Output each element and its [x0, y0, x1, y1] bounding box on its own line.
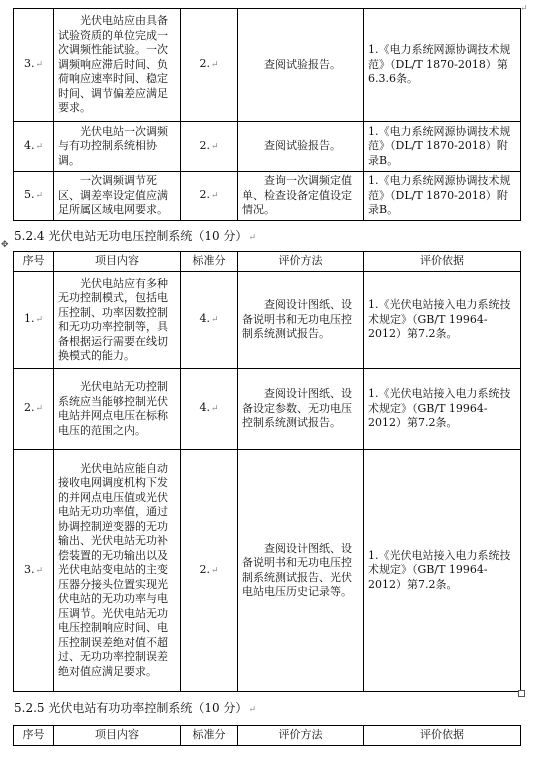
table-row: 1.↵ 光伏电站应有多种无功控制模式，包括电压控制、功率因数控制和无功功率控制等，具备根据运行需要在线切换模式的能力。 4.↵ 查阅设计图纸、设备说明书和无功电压控制系统测试报告。 1.《光伏电站接入电力系统技术规定》（GB/T 19964-2012）第7.2条。	[14, 272, 521, 369]
table-row: 2.↵ 光伏电站无功控制系统应当能够控制光伏电站并网点电压在标称电压的范围之内。 4.↵ 查阅设计图纸、设备设定参数、无功电压控制系统测试报告。 1.《光伏电站接入电力系统技术规定》（GB/T 19964-2012）第7.2条。	[14, 369, 521, 450]
row-number: 5.	[23, 188, 35, 202]
item-content: 光伏电站应能自动接收电网调度机构下发的并网点电压值或光伏电站无功功率值，通过协调控制逆变器的无功输出、光伏电站无功补偿装置的无功输出以及光伏电站变电站的主变压器分接头位置实现光伏电站的无功功率与电压调节。光伏电站无功电压控制响应时间、电压控制误差绝对值不超过、无功功率控制误差绝对值应满足要求。	[58, 461, 168, 678]
header-method: 评价方法	[278, 728, 323, 742]
table-header-row	[14, 252, 521, 272]
section-heading-5-2-4: 5.2.4 光伏电站无功电压控制系统（10 分）↵	[14, 229, 256, 243]
evaluation-method: 查阅设计图纸、设备设定参数、无功电压控制系统测试报告。	[242, 387, 352, 430]
table-header-row	[14, 726, 521, 746]
header-score: 标准分	[192, 254, 226, 268]
header-no: 序号	[22, 728, 45, 742]
table-row: 3.↵ 光伏电站应由具备试验资质的单位完成一次调频性能试验。一次调频响应滞后时间、负荷响应速率时间、稳定时间、调节偏差应满足要求。 2.↵ 查阅试验报告。 1.《电力系统网源协调技术规范》（DL/T 1870-2018）第6.3.6条。	[14, 9, 521, 122]
item-content: 光伏电站应有多种无功控制模式，包括电压控制、功率因数控制和无功功率控制等，具备根据运行需要在线切换模式的能力。	[58, 276, 168, 362]
section-title: 5.2.4 光伏电站无功电压控制系统（10 分）	[14, 229, 248, 243]
section-title: 5.2.5 光伏电站有功功率控制系统（10 分）	[14, 701, 248, 715]
item-content: 光伏电站一次调频与有功控制系统相协调。	[58, 124, 168, 167]
section-heading-5-2-5: 5.2.5 光伏电站有功功率控制系统（10 分）↵	[14, 701, 256, 715]
evaluation-basis: 1.《光伏电站接入电力系统技术规定》（GB/T 19964-2012）第7.2条。	[368, 548, 511, 591]
evaluation-basis: 1.《电力系统网源协调技术规范》（DL/T 1870-2018）附录B。	[368, 124, 511, 167]
standard-score: 4.	[199, 401, 210, 415]
header-score: 标准分	[192, 728, 226, 742]
paragraph-return-icon: ↵	[520, 4, 528, 14]
header-no: 序号	[22, 254, 45, 268]
row-number: 4.	[23, 138, 35, 152]
header-basis: 评价依据	[420, 254, 464, 268]
frequency-regulation-table	[13, 8, 521, 221]
reactive-voltage-control-table	[13, 251, 521, 692]
evaluation-method: 查阅设计图纸、设备说明书和无功电压控制系统测试报告。	[242, 298, 352, 341]
evaluation-method: 查阅试验报告。	[264, 57, 341, 71]
evaluation-method: 查阅试验报告。	[264, 139, 341, 153]
evaluation-basis: 1.《电力系统网源协调技术规范》（DL/T 1870-2018）第6.3.6条。	[368, 43, 511, 86]
evaluation-basis: 1.《光伏电站接入电力系统技术规定》（GB/T 19964-2012）第7.2条。	[368, 387, 511, 430]
table-row: 4.↵ 光伏电站一次调频与有功控制系统相协调。 2.↵ 查阅试验报告。 1.《电力系统网源协调技术规范》（DL/T 1870-2018）附录B。	[14, 122, 521, 172]
active-power-control-table	[13, 725, 521, 746]
evaluation-basis: 1.《电力系统网源协调技术规范》（DL/T 1870-2018）附录B。	[368, 174, 511, 217]
header-item: 项目内容	[95, 728, 139, 742]
evaluation-basis: 1.《光伏电站接入电力系统技术规定》（GB/T 19964-2012）第7.2条。	[368, 298, 511, 341]
standard-score: 2.	[199, 562, 210, 576]
header-basis: 评价依据	[420, 728, 464, 742]
evaluation-method: 查阅设计图纸、设备说明书和无功电压控制系统测试报告、光伏电站电压历史记录等。	[242, 541, 352, 598]
row-number: 3.	[23, 57, 35, 71]
table-row: 5.↵ 一次调频调节死区、调差率设定值应满足所属区域电网要求。 2.↵ 查询一次调频定值单、检查设备定值设定情况。 1.《电力系统网源协调技术规范》（DL/T 1870-2018）附录B。	[14, 172, 521, 221]
header-method: 评价方法	[278, 254, 323, 268]
standard-score: 2.	[199, 138, 210, 152]
standard-score: 2.	[199, 188, 210, 202]
evaluation-method: 查询一次调频定值单、检查设备定值设定情况。	[242, 174, 352, 217]
standard-score: 2.	[199, 57, 210, 71]
header-item: 项目内容	[95, 254, 139, 268]
standard-score: 4.	[199, 312, 210, 326]
table-move-anchor-icon[interactable]: ✥	[1, 240, 9, 250]
row-number: 1.	[23, 312, 35, 326]
item-content: 光伏电站无功控制系统应当能够控制光伏电站并网点电压在标称电压的范围之内。	[58, 380, 168, 437]
item-content: 光伏电站应由具备试验资质的单位完成一次调频性能试验。一次调频响应滞后时间、负荷响应速率时间、稳定时间、调节偏差应满足要求。	[58, 14, 168, 115]
item-content: 一次调频调节死区、调差率设定值应满足所属区域电网要求。	[58, 174, 168, 217]
table-row: 3.↵ 光伏电站应能自动接收电网调度机构下发的并网点电压值或光伏电站无功功率值，通过协调控制逆变器的无功输出、光伏电站无功补偿装置的无功输出以及光伏电站变电站的主变压器分接头位置实现光伏电站的无功功率与电压调节。光伏电站无功电压控制响应时间、电压控制误差绝对值不超过、无功功率控制误差绝对值应满足要求。 2.↵ 查阅设计图纸、设备说明书和无功电压控制系统测试报告、光伏电站电压历史记录等。 1.《光伏电站接入电力系统技术规定》（GB/T 19964-2012）第7.2条。	[14, 450, 521, 692]
row-number: 3.	[23, 562, 35, 576]
table-resize-handle-icon[interactable]	[518, 690, 525, 697]
row-number: 2.	[23, 401, 35, 415]
